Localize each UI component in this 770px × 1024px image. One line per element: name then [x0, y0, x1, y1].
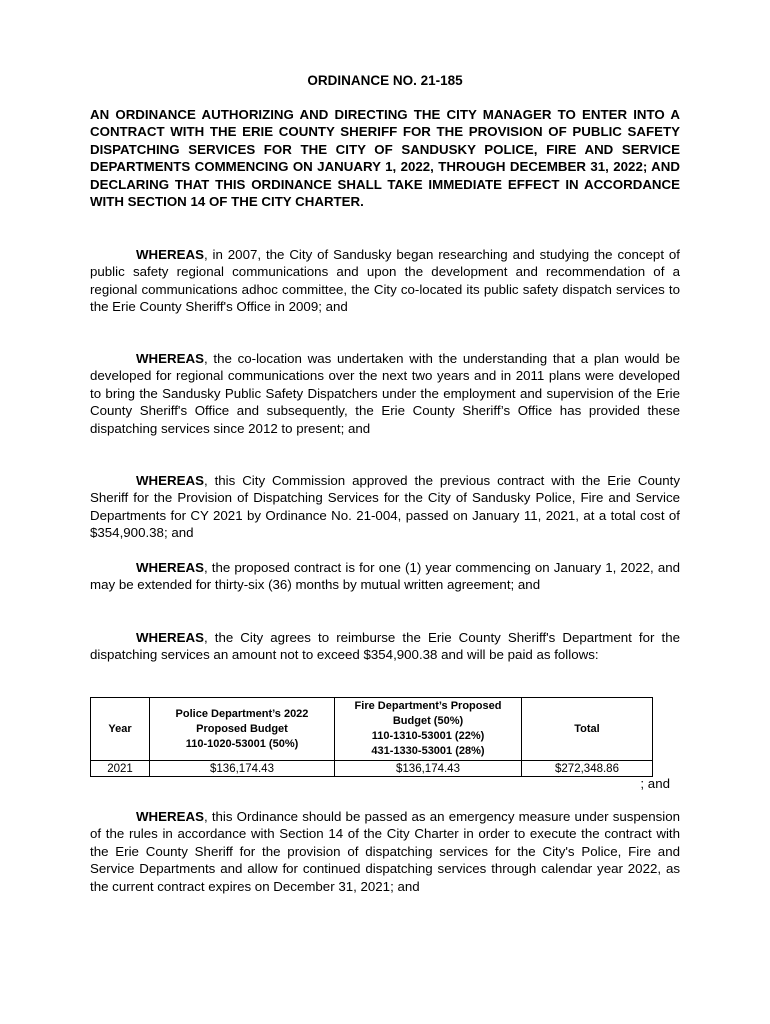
table-header-row	[91, 698, 653, 761]
paragraph-text: , the proposed contract is for one (1) year commencing on January 1, 2022, and may be extended for thirty-six (36) months by mutual written agreement; and	[90, 560, 680, 593]
header-police	[150, 698, 335, 761]
header-year: Year	[91, 698, 150, 761]
whereas-label: WHEREAS	[136, 560, 204, 575]
header-line: Police Department’s 2022	[175, 707, 309, 720]
header-line: 431-1330-53001 (28%)	[371, 745, 485, 757]
whereas-paragraph-3	[90, 472, 680, 542]
paragraph-text: , in 2007, the City of Sandusky began researching and studying the concept of public safety regional communications and upon the development and recommendation of a regional communications adhoc committee, the City co-located its public safety dispatch services to the Erie County Sheriff's Office in 2009; and	[90, 247, 680, 315]
paragraph-text: , this City Commission approved the previous contract with the Erie County Sheriff for the Provision of Dispatching Services for the City of Sandusky Police, Fire and Service Departments for CY 2021 by Ordinance No. 21-004, passed on January 11, 2021, at a total cost of $354,900.38; and	[90, 473, 680, 541]
cell-fire: $136,174.43	[335, 761, 522, 777]
header-fire	[335, 698, 522, 761]
header-line: 110-1020-53001 (50%)	[185, 737, 299, 750]
cell-police: $136,174.43	[150, 761, 335, 777]
header-line: Proposed Budget	[196, 722, 288, 735]
paragraph-text: , this Ordinance should be passed as an emergency measure under suspension of the rules in accordance with Section 14 of the City Charter in order to execute the contract with the Erie County Sheriff for the provision of dispatching services for the City's Police, Fire and Service Departments and allow for continued dispatching services through calendar year 2022, as the current contract expires on December 31, 2021; and	[90, 809, 680, 894]
whereas-paragraph-5	[90, 629, 680, 664]
paragraph-text: , the co-location was undertaken with the understanding that a plan would be developed for regional communications over the next two years and in 2011 plans were developed to bring the Sandusky Public Safety Dispatchers under the employment and supervision of the Erie County Sheriff's Office and subsequently, the Erie County Sheriff’s Office has provided these dispatching services since 2012 to present; and	[90, 351, 680, 436]
whereas-paragraph-4	[90, 559, 680, 594]
whereas-paragraph-2	[90, 350, 680, 437]
header-line: Budget (50%)	[392, 715, 464, 727]
header-line: Fire Department’s Proposed	[354, 700, 502, 712]
header-line: 110-1310-53001 (22%)	[371, 730, 485, 742]
whereas-paragraph-1	[90, 246, 680, 316]
table-row	[91, 761, 653, 777]
whereas-paragraph-6	[90, 808, 680, 895]
ordinance-heading: AN ORDINANCE AUTHORIZING AND DIRECTING THE CITY MANAGER TO ENTER INTO A CONTRACT WITH THE ERIE COUNTY SHERIFF FOR THE PROVISION OF PUBLIC SAFETY DISPATCHING SERVICES FOR THE CITY OF SANDUSKY POLICE, FIRE AND SERVICE DEPARTMENTS COMMENCING ON JANUARY 1, 2022, THROUGH DECEMBER 31, 2022; AND DECLARING THAT THIS ORDINANCE SHALL TAKE IMMEDIATE EFFECT IN ACCORDANCE WITH SECTION 14 OF THE CITY CHARTER.	[90, 107, 680, 210]
header-total: Total	[522, 698, 653, 761]
budget-table	[90, 697, 653, 777]
cell-year: 2021	[91, 761, 150, 777]
cell-total: $272,348.86	[522, 761, 653, 777]
paragraph-text: , the City agrees to reimburse the Erie County Sheriff's Department for the dispatching services an amount not to exceed $354,900.38 and will be paid as follows:	[90, 630, 680, 663]
whereas-label: WHEREAS	[136, 809, 204, 824]
table-trailer: ; and	[640, 776, 670, 791]
whereas-label: WHEREAS	[136, 473, 204, 488]
whereas-label: WHEREAS	[136, 630, 204, 645]
ordinance-title: ORDINANCE NO. 21-185	[307, 73, 463, 88]
whereas-label: WHEREAS	[136, 351, 204, 366]
whereas-label: WHEREAS	[136, 247, 204, 262]
